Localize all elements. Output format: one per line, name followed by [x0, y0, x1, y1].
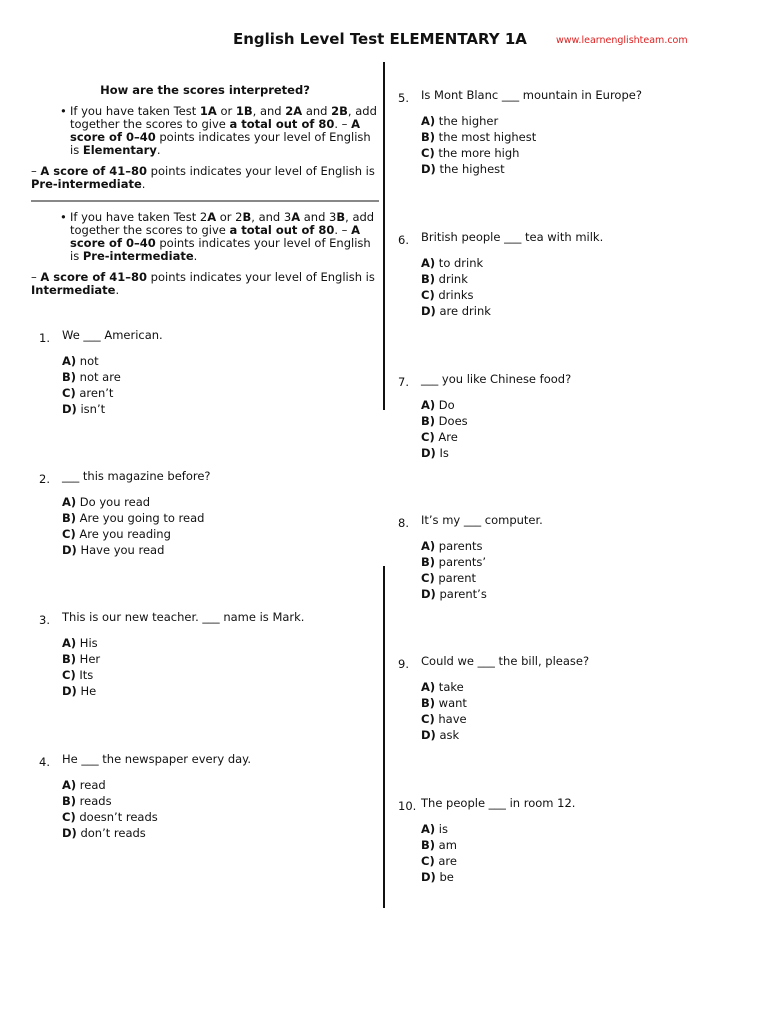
answer-option-d[interactable] — [62, 683, 100, 699]
option-text: take — [435, 680, 464, 694]
option-text: are — [434, 854, 457, 868]
option-text: are drink — [435, 304, 491, 318]
answer-option-d[interactable] — [421, 586, 487, 602]
question-number: 10. — [398, 799, 417, 813]
option-letter: C) — [421, 712, 435, 726]
question-stem: This is our new teacher. ___ name is Mark. — [62, 610, 305, 624]
text: and — [302, 104, 332, 118]
option-text: not — [76, 354, 99, 368]
option-text: parent — [434, 571, 477, 585]
answer-option-d[interactable] — [62, 401, 121, 417]
option-text: the highest — [435, 162, 505, 176]
option-letter: D) — [62, 543, 77, 557]
emphasis: A score of 0–40 — [70, 117, 360, 144]
option-letter: B) — [421, 130, 436, 144]
answer-option-d[interactable] — [421, 161, 536, 177]
option-letter: D) — [62, 826, 77, 840]
answer-options — [421, 113, 536, 177]
question-number: 7. — [398, 375, 409, 389]
score-line-2 — [31, 271, 379, 297]
answer-option-b[interactable] — [62, 369, 121, 385]
answer-option-b[interactable] — [62, 510, 204, 526]
bullet-dot: • — [60, 210, 67, 224]
answer-option-a[interactable] — [421, 538, 487, 554]
emphasis: A score of 41–80 — [40, 270, 148, 284]
option-letter: D) — [421, 728, 436, 742]
question-stem: He ___ the newspaper every day. — [62, 752, 251, 766]
text: If you have taken Test 2 — [70, 210, 208, 224]
option-letter: A) — [62, 778, 77, 792]
option-letter: C) — [421, 571, 435, 585]
answer-options — [421, 255, 491, 319]
emphasis: A — [291, 210, 301, 224]
answer-option-b[interactable] — [421, 413, 468, 429]
answer-options — [421, 679, 467, 743]
answer-option-a[interactable] — [62, 777, 158, 793]
answer-option-c[interactable] — [421, 145, 536, 161]
answer-options — [421, 821, 457, 885]
option-text: Have you read — [76, 543, 165, 557]
option-text: Are you reading — [75, 527, 171, 541]
text: . — [141, 177, 146, 191]
answer-option-a[interactable] — [62, 494, 204, 510]
answer-option-c[interactable] — [62, 385, 121, 401]
question-number: 9. — [398, 657, 409, 671]
option-text: not are — [76, 370, 121, 384]
option-letter: B) — [421, 555, 436, 569]
emphasis: Intermediate — [31, 283, 116, 297]
option-letter: C) — [62, 810, 76, 824]
answer-options — [62, 353, 121, 417]
option-text: Do you read — [76, 495, 151, 509]
answer-options — [421, 538, 487, 602]
text: . — [193, 249, 198, 263]
option-letter: A) — [421, 114, 436, 128]
text: If you have taken Test — [70, 104, 200, 118]
option-text: to drink — [435, 256, 484, 270]
text: – — [31, 164, 41, 178]
option-letter: B) — [421, 414, 436, 428]
emphasis: Pre-intermediate — [82, 249, 194, 263]
answer-option-b[interactable] — [421, 129, 536, 145]
text: . — [115, 283, 120, 297]
option-text: Are you going to read — [76, 511, 205, 525]
option-text: His — [76, 636, 98, 650]
answer-option-c[interactable] — [62, 809, 158, 825]
answer-option-c[interactable] — [62, 526, 204, 542]
emphasis: 1B — [235, 104, 253, 118]
answer-option-b[interactable] — [62, 651, 100, 667]
option-text: Are — [434, 430, 458, 444]
emphasis: a total out of 80 — [229, 117, 335, 131]
answer-options — [62, 777, 158, 841]
text: points indicates your level of English is — [147, 164, 375, 178]
option-text: the higher — [435, 114, 499, 128]
answer-option-c[interactable] — [421, 711, 467, 727]
question-stem: The people ___ in room 12. — [421, 796, 576, 810]
option-text: aren’t — [75, 386, 114, 400]
section-divider — [31, 200, 379, 202]
answer-option-d[interactable] — [421, 727, 467, 743]
option-text: Is — [435, 446, 449, 460]
option-letter: A) — [62, 636, 77, 650]
option-text: drinks — [434, 288, 474, 302]
option-letter: D) — [421, 162, 436, 176]
answer-option-b[interactable] — [421, 271, 491, 287]
question-number: 3. — [39, 613, 50, 627]
text: . — [156, 143, 161, 157]
question-stem: Could we ___ the bill, please? — [421, 654, 590, 668]
interpretation-bullet-2 — [31, 211, 379, 263]
text: – — [31, 270, 41, 284]
option-text: be — [435, 870, 454, 884]
option-letter: D) — [62, 684, 77, 698]
option-text: ask — [435, 728, 460, 742]
answer-option-b[interactable] — [421, 695, 467, 711]
option-text: don’t reads — [76, 826, 146, 840]
option-text: read — [76, 778, 106, 792]
answer-option-a[interactable] — [421, 397, 468, 413]
emphasis: Elementary — [82, 143, 157, 157]
option-letter: A) — [421, 539, 436, 553]
option-letter: A) — [421, 822, 436, 836]
question-number: 4. — [39, 755, 50, 769]
emphasis: B — [336, 210, 346, 224]
option-text: drink — [435, 272, 468, 286]
answer-option-c[interactable] — [421, 429, 468, 445]
page-title: English Level Test ELEMENTARY 1A — [233, 30, 527, 48]
score-interpretation — [31, 84, 379, 297]
question-number: 8. — [398, 516, 409, 530]
option-text: doesn’t reads — [75, 810, 158, 824]
emphasis: A score of 0–40 — [70, 223, 360, 250]
option-text: want — [435, 696, 467, 710]
answer-option-b[interactable] — [62, 793, 158, 809]
question-stem: British people ___ tea with milk. — [421, 230, 604, 244]
answer-options — [421, 397, 468, 461]
option-letter: B) — [62, 511, 77, 525]
emphasis: A — [207, 210, 217, 224]
option-letter: D) — [421, 587, 436, 601]
option-letter: B) — [421, 272, 436, 286]
option-text: Her — [76, 652, 101, 666]
column-divider-bottom — [383, 566, 385, 908]
answer-option-a[interactable] — [62, 353, 121, 369]
option-letter: A) — [62, 354, 77, 368]
answer-option-d[interactable] — [421, 445, 468, 461]
option-text: the more high — [434, 146, 520, 160]
question-stem: It’s my ___ computer. — [421, 513, 543, 527]
answer-option-a[interactable] — [62, 635, 100, 651]
answer-option-b[interactable] — [421, 837, 457, 853]
option-text: Its — [75, 668, 94, 682]
answer-option-c[interactable] — [62, 667, 100, 683]
option-text: have — [434, 712, 467, 726]
option-letter: D) — [62, 402, 77, 416]
answer-option-c[interactable] — [421, 287, 491, 303]
emphasis: 1A — [199, 104, 217, 118]
answer-option-d[interactable] — [62, 825, 158, 841]
option-letter: B) — [421, 838, 436, 852]
option-letter: C) — [421, 430, 435, 444]
interpretation-heading: How are the scores interpreted? — [100, 83, 310, 97]
text: , and 3 — [251, 210, 292, 224]
question-stem: ___ you like Chinese food? — [421, 372, 572, 386]
question-number: 1. — [39, 331, 50, 345]
score-line-1 — [31, 165, 379, 191]
answer-option-a[interactable] — [421, 113, 536, 129]
answer-option-d[interactable] — [421, 303, 491, 319]
text: or — [216, 104, 236, 118]
emphasis: 2B — [331, 104, 348, 118]
text: or 2 — [216, 210, 243, 224]
text: points indicates your level of English is — [70, 130, 371, 157]
text: points indicates your level of English is — [70, 236, 371, 263]
emphasis: 2A — [285, 104, 303, 118]
website-url[interactable]: www.learnenglishteam.com — [556, 35, 688, 46]
answer-option-b[interactable] — [421, 554, 487, 570]
option-letter: A) — [62, 495, 77, 509]
interpretation-bullet-1 — [31, 105, 379, 157]
option-text: the most highest — [435, 130, 537, 144]
option-text: parents — [435, 539, 483, 553]
text: . – — [334, 223, 352, 237]
option-letter: C) — [421, 854, 435, 868]
question-stem: Is Mont Blanc ___ mountain in Europe? — [421, 88, 642, 102]
option-text: He — [76, 684, 97, 698]
emphasis: Pre-intermediate — [31, 177, 142, 191]
answer-option-d[interactable] — [62, 542, 204, 558]
answer-option-d[interactable] — [421, 869, 457, 885]
option-letter: B) — [62, 370, 77, 384]
option-text: am — [435, 838, 457, 852]
option-letter: A) — [421, 256, 436, 270]
option-text: parents’ — [435, 555, 487, 569]
answer-option-a[interactable] — [421, 821, 457, 837]
option-text: isn’t — [76, 402, 106, 416]
question-number: 2. — [39, 472, 50, 486]
emphasis: a total out of 80 — [229, 223, 335, 237]
option-letter: C) — [62, 386, 76, 400]
option-letter: C) — [421, 146, 435, 160]
text: , add together the scores to give — [70, 210, 375, 237]
option-letter: B) — [62, 652, 77, 666]
answer-option-a[interactable] — [421, 255, 491, 271]
option-text: Do — [435, 398, 455, 412]
text: points indicates your level of English is — [147, 270, 375, 284]
option-text: Does — [435, 414, 468, 428]
option-letter: C) — [62, 668, 76, 682]
option-letter: C) — [62, 527, 76, 541]
option-letter: D) — [421, 304, 436, 318]
text: , and — [252, 104, 286, 118]
answer-options — [62, 635, 100, 699]
answer-option-c[interactable] — [421, 570, 487, 586]
option-letter: C) — [421, 288, 435, 302]
option-letter: D) — [421, 870, 436, 884]
column-divider-top — [383, 62, 385, 410]
option-text: is — [435, 822, 448, 836]
option-text: reads — [76, 794, 112, 808]
question-stem: ___ this magazine before? — [62, 469, 211, 483]
text: , add together the scores to give — [70, 104, 377, 131]
emphasis: A score of 41–80 — [40, 164, 148, 178]
bullet-dot: • — [60, 104, 67, 118]
emphasis: B — [242, 210, 252, 224]
answer-options — [62, 494, 204, 558]
option-letter: A) — [421, 680, 436, 694]
answer-option-c[interactable] — [421, 853, 457, 869]
option-letter: B) — [62, 794, 77, 808]
text: and 3 — [300, 210, 337, 224]
text: . – — [334, 117, 352, 131]
question-stem: We ___ American. — [62, 328, 163, 342]
option-letter: B) — [421, 696, 436, 710]
answer-option-a[interactable] — [421, 679, 467, 695]
option-letter: D) — [421, 446, 436, 460]
option-text: parent’s — [435, 587, 487, 601]
option-letter: A) — [421, 398, 436, 412]
question-number: 5. — [398, 91, 409, 105]
question-number: 6. — [398, 233, 409, 247]
